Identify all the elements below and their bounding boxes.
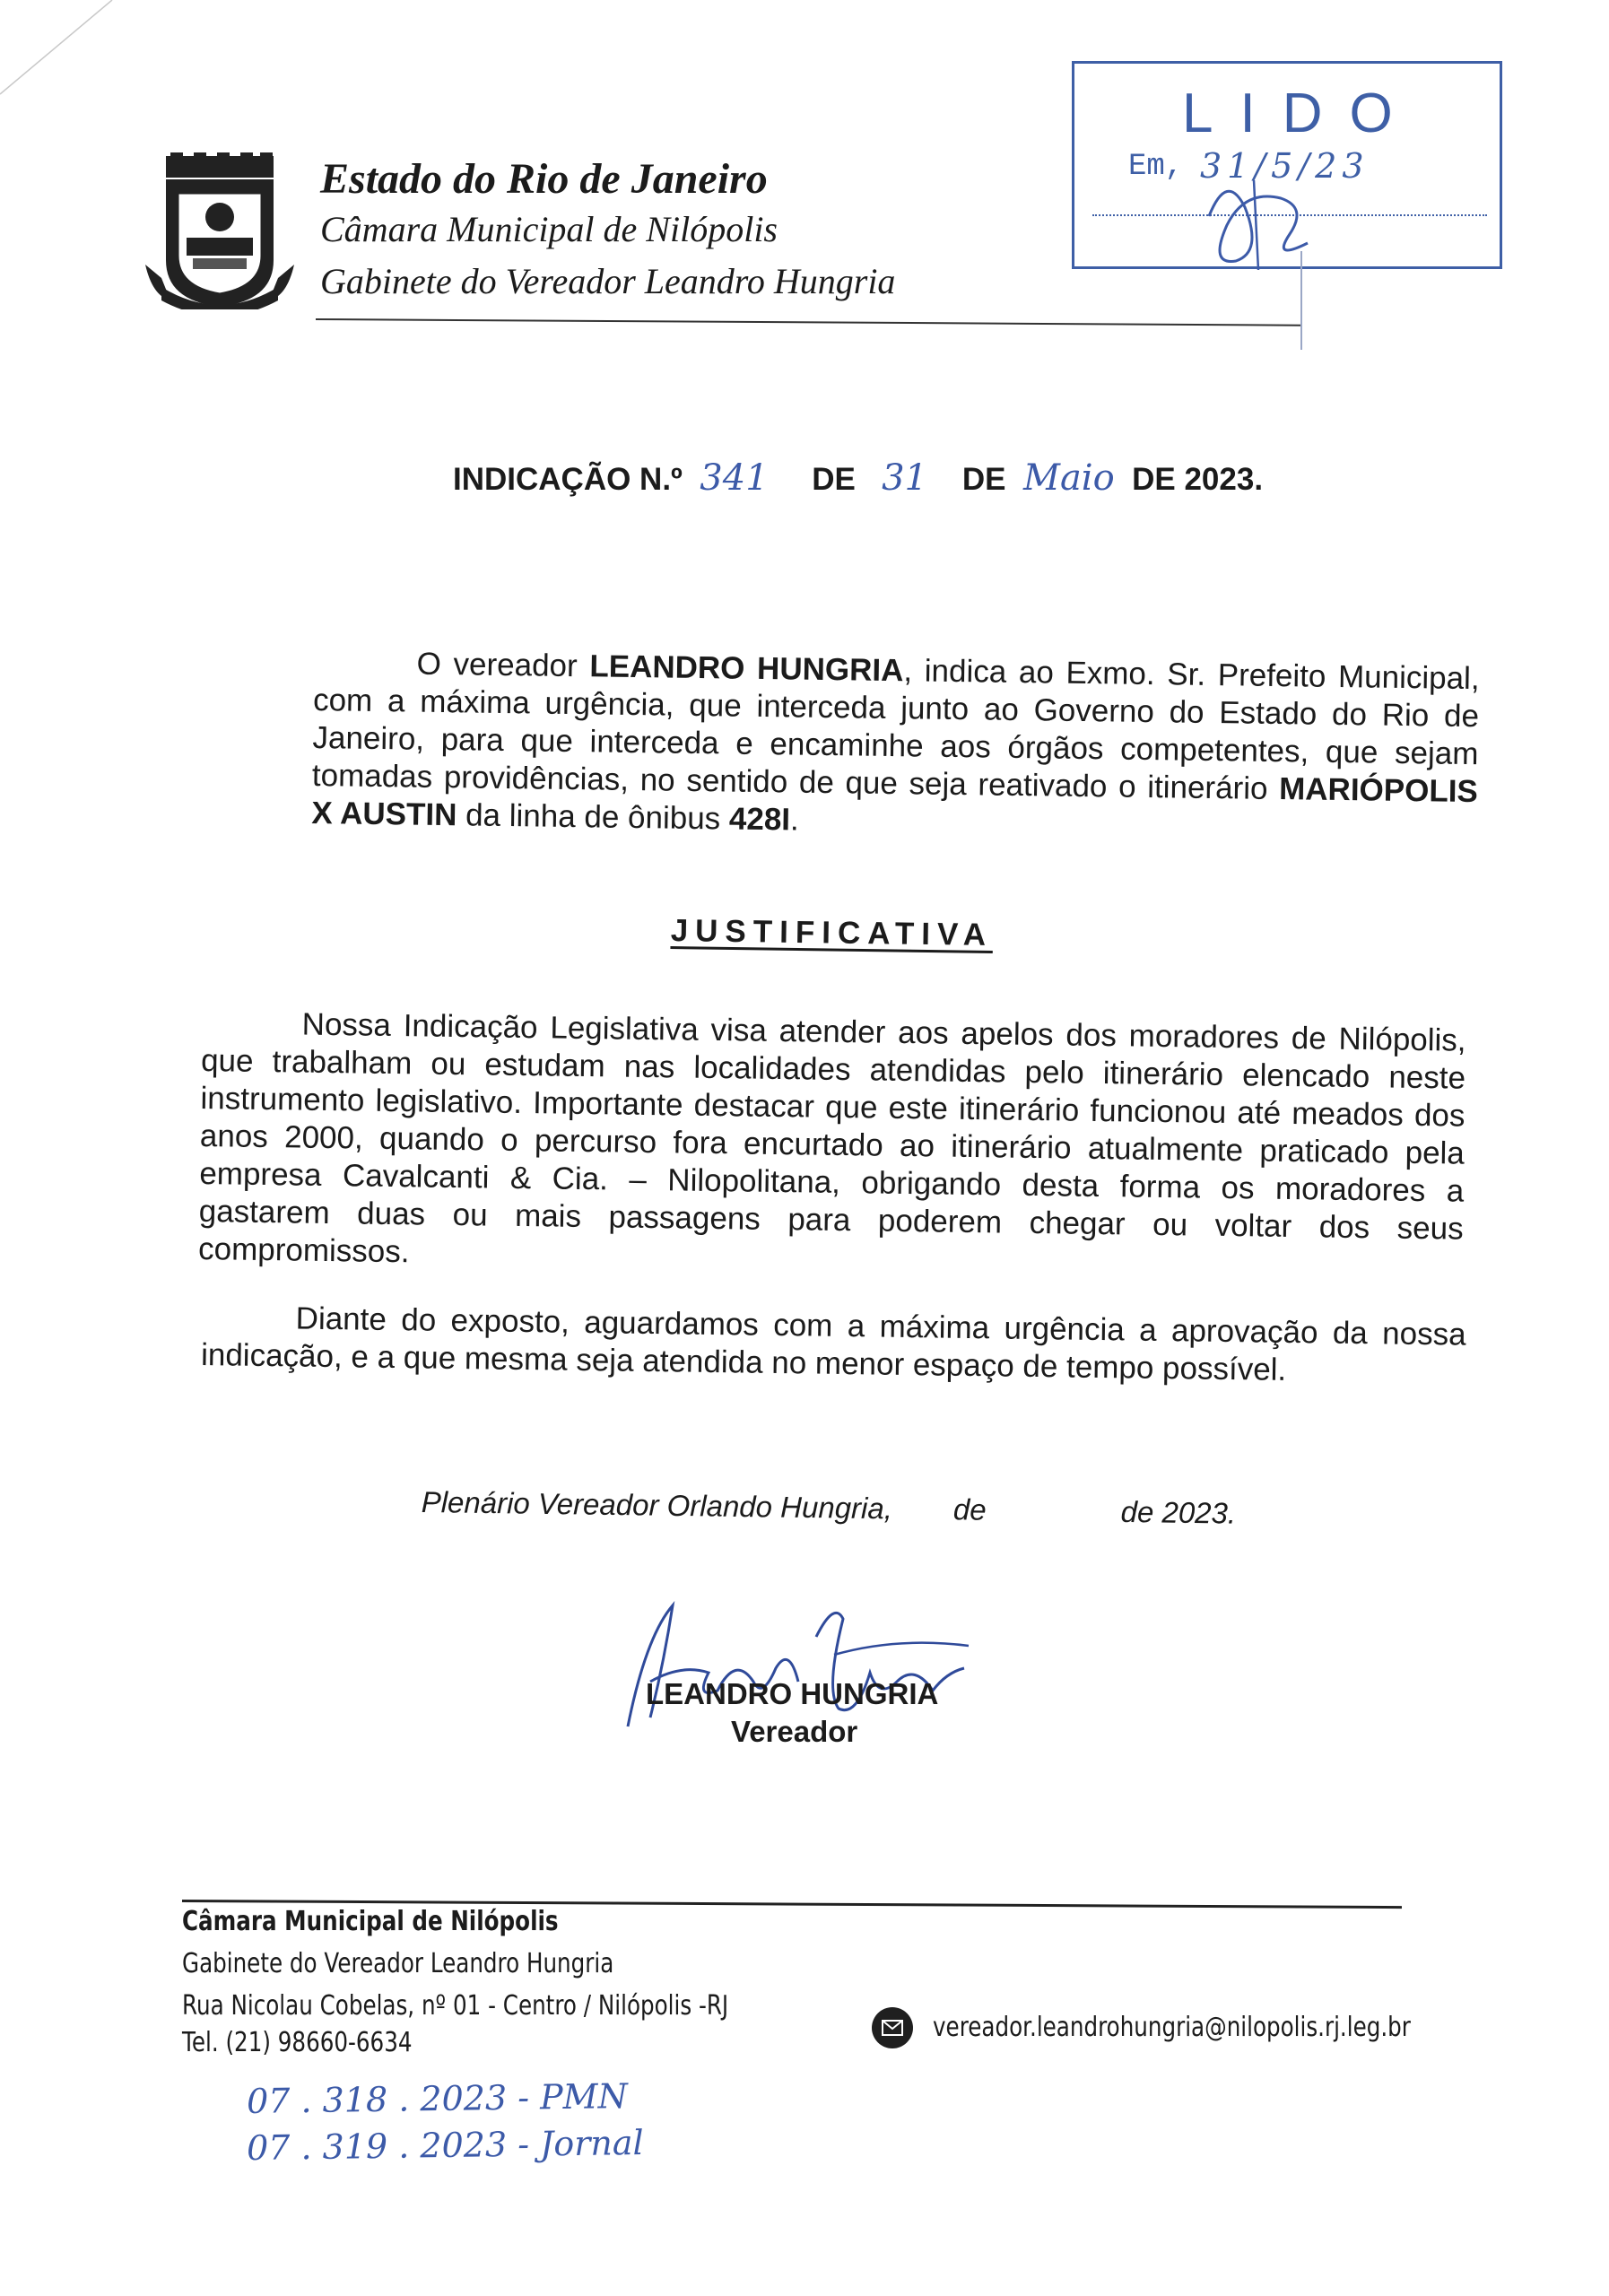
- envelope-icon: [872, 2007, 913, 2048]
- paragraph-indication: O vereador LEANDRO HUNGRIA, indica ao Exmo. Sr. Prefeito Municipal, com a máxima urgência, que interceda junto ao Governo do Estado do Rio de Janeiro, para que interceda e encaminhe aos órgãos competentes, que sejam tomadas providências, no sentido de que seja reativado o itinerário MARIÓPOLIS X AUSTIN da linha de ônibus 428I.: [311, 646, 1480, 838]
- stamp-em-label: Em,: [1128, 150, 1184, 184]
- protocol-line-2: 07 . 319 . 2023 - Jornal: [246, 2122, 644, 2169]
- header-state: Estado do Rio de Janeiro: [320, 155, 768, 203]
- indication-month: Maio: [1022, 457, 1115, 499]
- stamp-tail-mark: [1300, 251, 1302, 350]
- signatory-name: LEANDRO HUNGRIA: [646, 1677, 939, 1710]
- indication-label: INDICAÇÃO N.º: [453, 462, 683, 497]
- paragraph-conclusion: Diante do exposto, aguardamos com a máxima urgência a aprovação da nossa indicação, e a que mesma seja atendida no menor espaço de tempo possível.: [200, 1300, 1466, 1387]
- route-name: MARIÓPOLIS X AUSTIN: [311, 771, 1479, 833]
- indication-heading: [453, 457, 1263, 499]
- footer-address: Rua Nicolau Cobelas, nº 01 - Centro / Nilópolis -RJ: [182, 1990, 729, 2022]
- read-stamp: [1072, 61, 1502, 269]
- stamp-initials-signature: [1191, 162, 1335, 279]
- stamp-date: 31/5/23: [1200, 146, 1370, 186]
- header-office: Gabinete do Vereador Leandro Hungria: [320, 261, 896, 301]
- header-rule: [316, 318, 1302, 326]
- scan-corner-line: [0, 0, 117, 99]
- protocol-line-1: 07 . 318 . 2023 - PMN: [246, 2076, 629, 2121]
- stamp-title: LIDO: [1182, 83, 1420, 144]
- footer-office: Gabinete do Vereador Leandro Hungria: [182, 1948, 614, 1979]
- indication-de2: DE: [961, 462, 1006, 497]
- footer-chamber: Câmara Municipal de Nilópolis: [182, 1906, 559, 1937]
- indication-de1: DE: [812, 462, 856, 497]
- closing-place-date: Plenário Vereador Orlando Hungria, de de 2023.: [421, 1485, 1237, 1530]
- municipal-crest-icon: [144, 152, 296, 309]
- signatory-role: Vereador: [731, 1715, 858, 1748]
- paragraph-justification: Nossa Indicação Legislativa visa atender aos apelos dos moradores de Nilópolis, que trabalham ou estudam nas localidades atendidas pelo itinerário elencado neste instrumento legislativo. Importante destacar que este itinerário funcionou até meados dos anos 2000, quando o percurso fora encurtado ao itinerário atualmente praticado pela empresa Cavalcanti & Cia. – Nilopolitana, obrigando desta forma os moradores a gastarem duas ou mais passagens para poderem chegar ou voltar dos seus compromissos.: [197, 1006, 1466, 1270]
- footer-phone: Tel. (21) 98660-6634: [182, 2027, 413, 2058]
- councillor-name: LEANDRO HUNGRIA: [589, 648, 904, 689]
- indication-day: 31: [882, 457, 927, 499]
- footer-email[interactable]: vereador.leandrohungria@nilopolis.rj.leg.br: [933, 2012, 1411, 2043]
- justification-title: JUSTIFICATIVA: [670, 913, 994, 953]
- header-chamber: Câmara Municipal de Nilópolis: [320, 209, 778, 249]
- indication-year: DE 2023.: [1132, 462, 1264, 497]
- bus-line: 428I: [728, 801, 791, 838]
- indication-number: 341: [700, 457, 769, 499]
